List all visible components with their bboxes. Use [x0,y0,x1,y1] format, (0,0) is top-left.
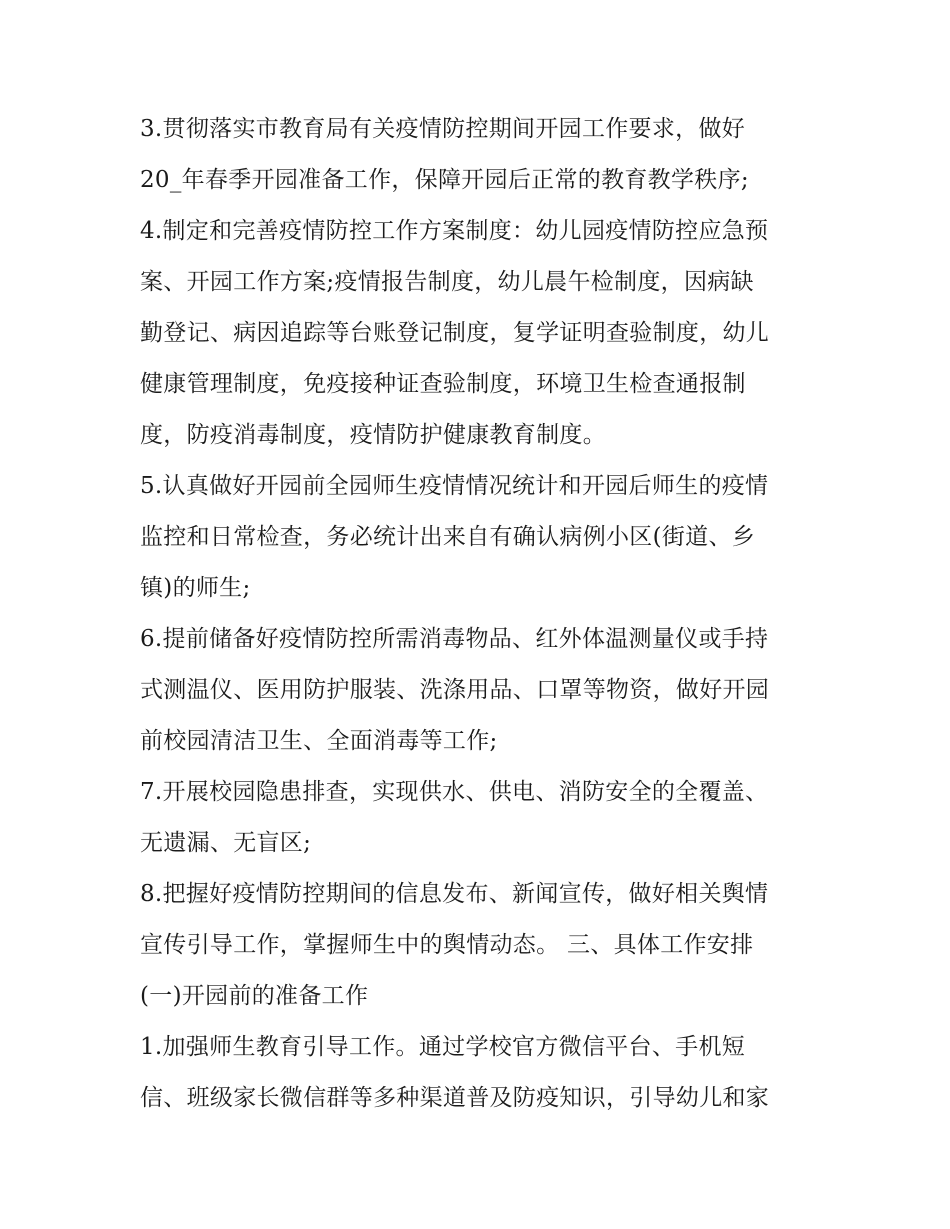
text-line: 3.贯彻落实市教育局有关疫情防控期间开园工作要求，做好 [140,116,746,142]
text-line: 5.认真做好开园前全园师生疫情情况统计和开园后师生的疫情 [140,473,769,499]
text-line: 度，防疫消毒制度，疫情防护健康教育制度。 [140,422,606,448]
text-line: 健康管理制度，免疫接种证查验制度，环境卫生检查通报制 [140,371,746,397]
text-line: 4.制定和完善疫情防控工作方案制度：幼儿园疫情防控应急预 [140,218,769,244]
text-line: 式测温仪、医用防护服装、洗涤用品、口罩等物资，做好开园 [140,677,770,703]
text-line: 无遗漏、无盲区; [140,830,312,856]
text-line: 信、班级家长微信群等多种渠道普及防疫知识，引导幼儿和家 [140,1085,770,1111]
text-line: 20_年春季开园准备工作，保障开园后正常的教育教学秩序; [140,167,749,193]
text-line: (一)开园前的准备工作 [140,983,369,1009]
document-body [140,104,830,1124]
text-line: 8.把握好疫情防控期间的信息发布、新闻宣传，做好相关舆情 [140,881,769,907]
text-line: 监控和日常检查，务必统计出来自有确认病例小区(街道、乡 [140,524,756,550]
text-line: 前校园清洁卫生、全面消毒等工作; [140,728,498,754]
text-line: 勤登记、病因追踪等台账登记制度，复学证明查验制度，幼儿 [140,320,770,346]
text-line: 6.提前储备好疫情防控所需消毒物品、红外体温测量仪或手持 [140,626,769,652]
text-line: 宣传引导工作，掌握师生中的舆情动态。 三、具体工作安排 [140,932,754,958]
text-line: 7.开展校园隐患排查，实现供水、供电、消防安全的全覆盖、 [140,779,769,805]
text-line: 1.加强师生教育引导工作。通过学校官方微信平台、手机短 [140,1034,746,1060]
text-line: 镇)的师生; [140,575,251,601]
text-line: 案、开园工作方案;疫情报告制度，幼儿晨午检制度，因病缺 [140,269,754,295]
